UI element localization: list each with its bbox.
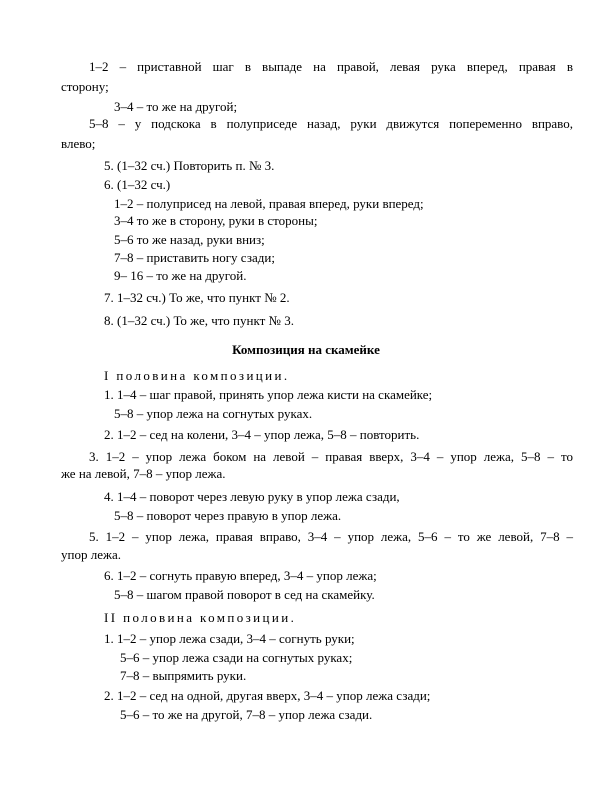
text-line: 5–8 – шагом правой поворот в сед на скамейку. (114, 587, 375, 602)
text-line: 3. 1–2 – упор лежа боком на левой – правая вверх, 3–4 – упор лежа, 5–8 – то (89, 449, 573, 464)
text-line: 1. 1–4 – шаг правой, принять упор лежа кисти на скамейке; (104, 387, 433, 402)
text-line: 6. (1–32 сч.) (104, 177, 171, 192)
text-line: 5–8 – у подскока в полуприседе назад, руки движутся попеременно вправо, (89, 116, 573, 131)
text-line: 7. 1–32 сч.) То же, что пункт № 2. (104, 290, 290, 305)
text-line: сторону; (61, 79, 109, 94)
text-line: 5–8 – поворот через правую в упор лежа. (114, 508, 342, 523)
text-line: 5–6 – упор лежа сзади на согнутых руках; (120, 650, 353, 665)
text-line: 5. (1–32 сч.) Повторить п. № 3. (104, 158, 275, 173)
text-line: 8. (1–32 сч.) То же, что пункт № 3. (104, 313, 294, 328)
text-line: 2. 1–2 – сед на одной, другая вверх, 3–4 – упор лежа сзади; (104, 688, 431, 703)
text-line: упор лежа. (61, 547, 121, 562)
text-line: 1–2 – приставной шаг в выпаде на правой, левая рука вперед, правая в (89, 59, 573, 74)
text-line: 7–8 – выпрямить руки. (120, 668, 247, 683)
subsection-heading: I половина композиции. (104, 368, 290, 383)
text-line: 1–2 – полуприсед на левой, правая вперед, руки вперед; (114, 196, 424, 211)
text-line: 3–4 – то же на другой; (114, 99, 238, 114)
text-line: 3–4 то же в сторону, руки в стороны; (114, 213, 318, 228)
text-line: 5–8 – упор лежа на согнутых руках. (114, 406, 313, 421)
text-line: же на левой, 7–8 – упор лежа. (61, 466, 226, 481)
text-line: 4. 1–4 – поворот через левую руку в упор лежа сзади, (104, 489, 400, 504)
text-line: 7–8 – приставить ногу сзади; (114, 250, 275, 265)
text-line: 9– 16 – то же на другой. (114, 268, 247, 283)
subsection-heading: II половина композиции. (104, 610, 297, 625)
text-line: 2. 1–2 – сед на колени, 3–4 – упор лежа, 5–8 – повторить. (104, 427, 420, 442)
text-line: влево; (61, 136, 96, 151)
text-line: 6. 1–2 – согнуть правую вперед, 3–4 – упор лежа; (104, 568, 377, 583)
section-heading: Композиция на скамейке (232, 342, 380, 357)
text-line: 5–6 – то же на другой, 7–8 – упор лежа сзади. (120, 707, 373, 722)
text-line: 5–6 то же назад, руки вниз; (114, 232, 265, 247)
text-line: 5. 1–2 – упор лежа, правая вправо, 3–4 – упор лежа, 5–6 – то же левой, 7–8 – (89, 529, 573, 544)
text-line: 1. 1–2 – упор лежа сзади, 3–4 – согнуть руки; (104, 631, 355, 646)
